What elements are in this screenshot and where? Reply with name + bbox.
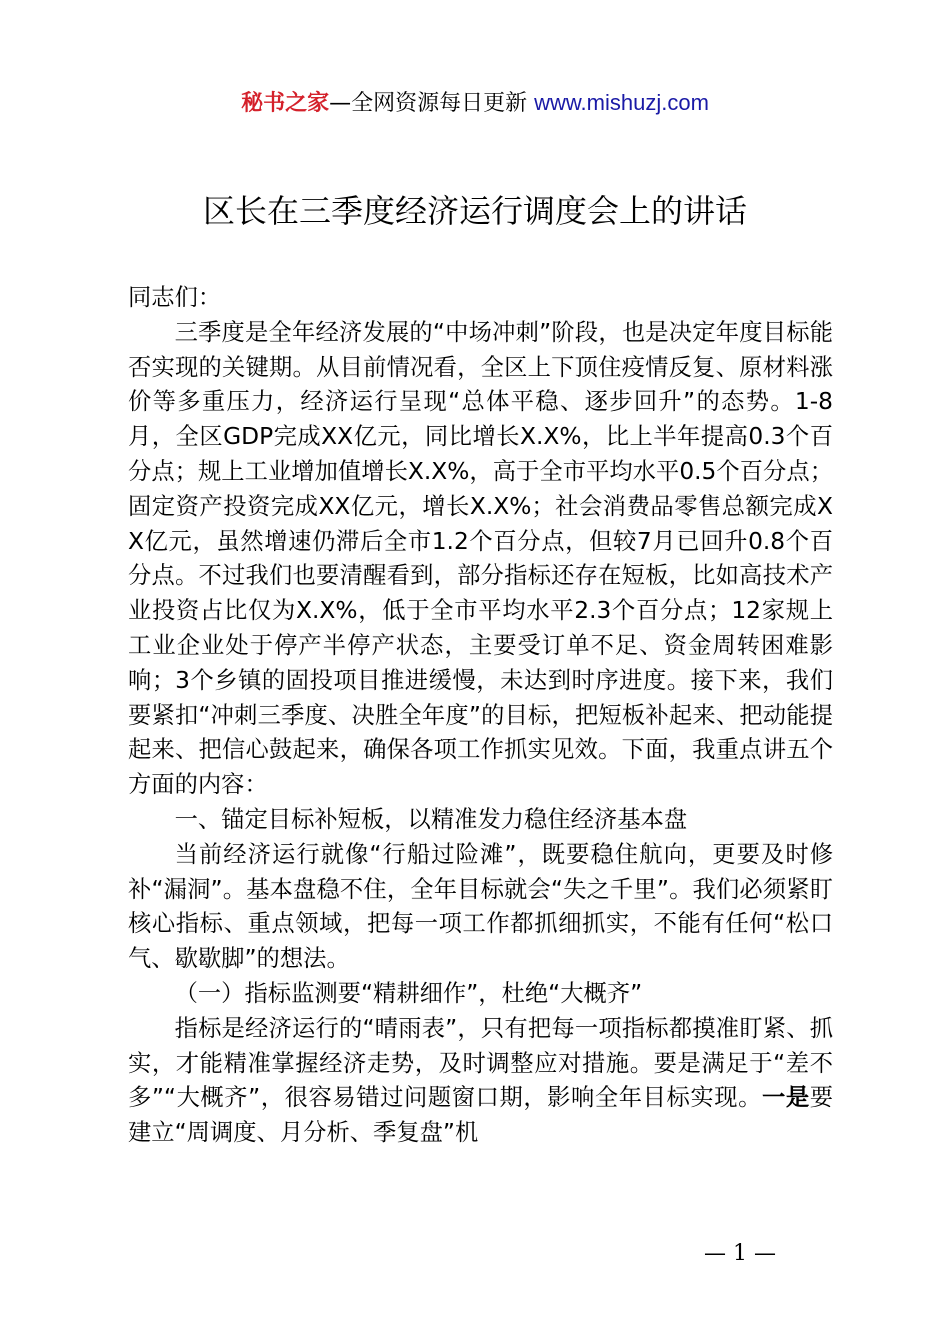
paragraph-tail: 要建立“周调度、月分析、季复盘”机 [128,1084,833,1147]
page-number: — 1 — [704,1241,776,1266]
site-url[interactable]: www.mishuzj.com [534,90,709,115]
subsection-heading-1: （一）指标监测要“精耕细作”，杜绝“大概齐” [174,979,643,1007]
paragraph-text: 指标是经济运行的“晴雨表”，只有把每一项指标都摸准盯紧、抓实，才能精准掌握经济走势，及时调整应对措施。要是满足于“差不多”“大概齐”，很容易错过问题窗口期，影响全年目标实现。 [128,1014,833,1112]
header-tagline: —全网资源每日更新 [329,91,528,116]
paragraph-intro: 三季度是全年经济发展的“中场冲刺”阶段，也是决定年度目标能否实现的关键期。从目前情况看，全区上下顶住疫情反复、原材料涨价等多重压力，经济运行呈现“总体平稳、逐步回升”的态势。1-8月，全区GDP完成XX亿元，同比增长X.X%，比上半年提高0.3个百分点；规上工业增加值增长X.X%，高于全市平均水平0.5个百分点；固定资产投资完成XX亿元，增长X.X%；社会消费品零售总额完成XX亿元，虽然增速仍滞后全市1.2个百分点，但较7月已回升0.8个百分点。不过我们也要清醒看到，部分指标还存在短板，比如高技术产业投资占比仅为X.X%，低于全市平均水平2.3个百分点；12家规上工业企业处于停产半停产状态，主要受订单不足、资金周转困难影响；3个乡镇的固投项目推进缓慢，未达到时序进度。接下来，我们要紧扣“冲刺三季度、决胜全年度”的目标，把短板补起来、把动能提起来、把信心鼓起来，确保各项工作抓实见效。下面，我重点讲五个方面的内容： [128,318,833,799]
document-title: 区长在三季度经济运行调度会上的讲话 [202,192,747,230]
paragraph-section-1: 当前经济运行就像“行船过险滩”，既要稳住航向，更要及时修补“漏洞”。基本盘稳不住，全年目标就会“失之千里”。我们必须紧盯核心指标、重点领域，把每一项工作都抓细抓实，不能有任何“松口气、歇歇脚”的想法。 [128,840,833,973]
document-body [128,281,833,1151]
emphasis-text: 一是 [761,1084,810,1112]
paragraph-subsection-1 [128,1012,833,1151]
salutation: 同志们： [128,284,222,311]
section-heading-1: 一、锚定目标补短板，以精准发力稳住经济基本盘 [174,805,688,833]
brand-name: 秘书之家 [241,91,330,116]
site-header [0,86,950,121]
